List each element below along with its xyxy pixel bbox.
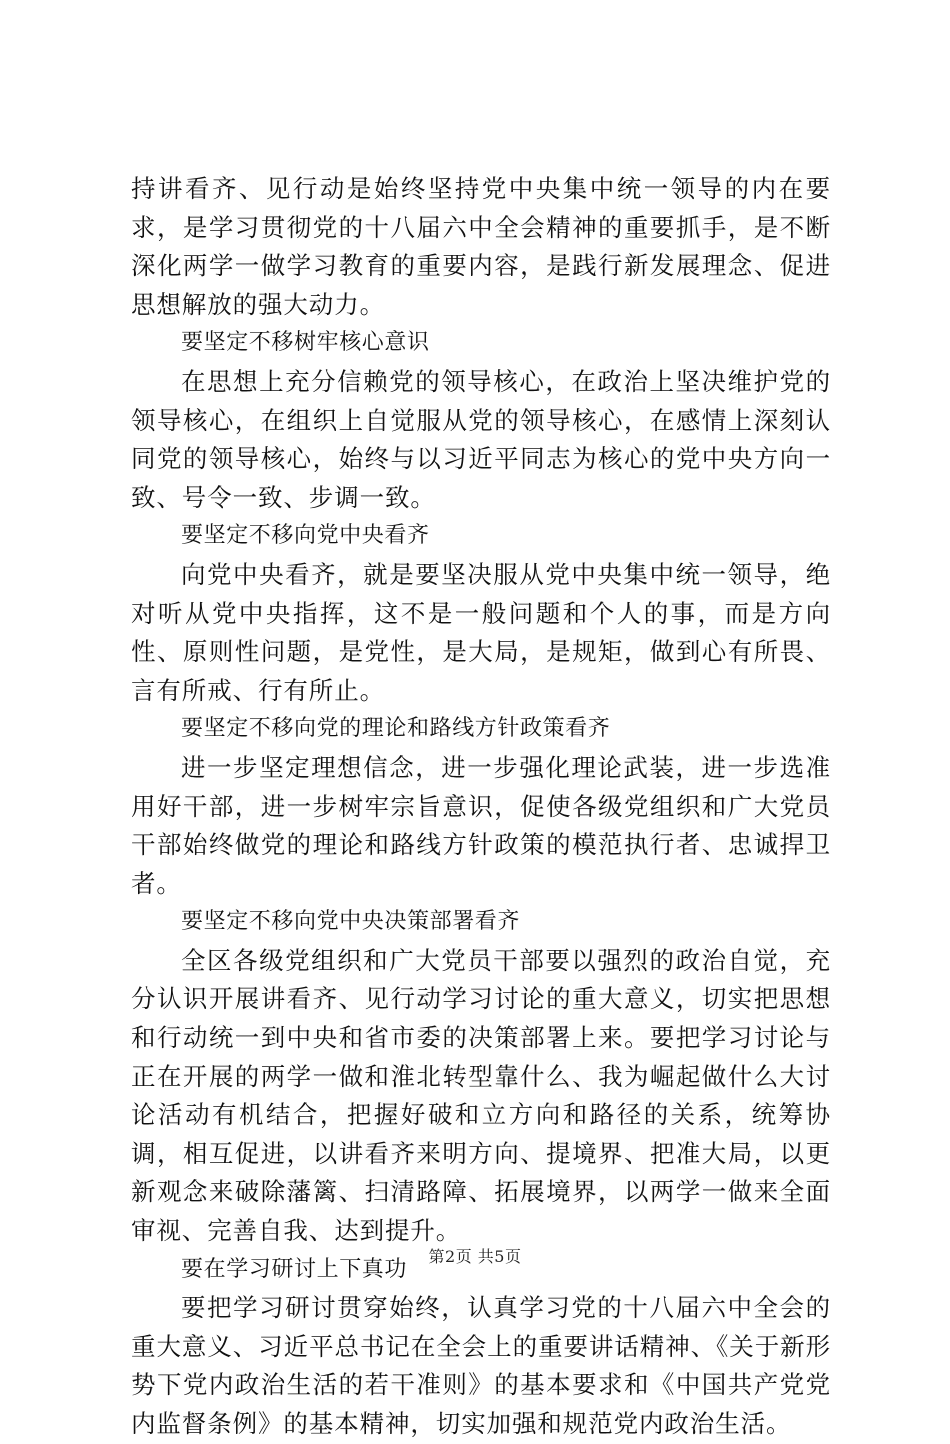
page-number-footer: 第2页 共5页	[428, 1247, 522, 1266]
paragraph: 全区各级党组织和广大党员干部要以强烈的政治自觉，充分认识开展讲看齐、见行动学习讨论的重大意义，切实把思想和行动统一到中央和省市委的决策部署上来。要把学习讨论与正在开展的两学一做和淮北转型靠什么、我为崛起做什么大讨论活动有机结合，把握好破和立方向和路径的关系，统筹协调，相互促进，以讲看齐来明方向、提境界、把准大局，以更新观念来破除藩篱、扫清路障、拓展境界，以两学一做来全面审视、完善自我、达到提升。	[131, 945, 831, 1246]
section-heading: 要坚定不移向党中央看齐	[181, 523, 430, 549]
section-heading: 要坚定不移向党的理论和路线方针政策看齐	[181, 716, 611, 742]
paragraph: 要把学习研讨贯穿始终，认真学习党的十八届六中全会的重大意义、习近平总书记在全会上的重要讲话精神、《关于新形势下党内政治生活的若干准则》的基本要求和《中国共产党党内监督条例》的基本精神，切实加强和规范党内政治生活。	[131, 1293, 831, 1438]
section-heading: 要在学习研讨上下真功	[181, 1256, 408, 1282]
paragraph: 持讲看齐、见行动是始终坚持党中央集中统一领导的内在要求，是学习贯彻党的十八届六中全会精神的重要抓手，是不断深化两学一做学习教育的重要内容，是践行新发展理念、促进思想解放的强大动力。	[131, 174, 831, 319]
section-heading: 要坚定不移向党中央决策部署看齐	[181, 909, 521, 935]
paragraph: 在思想上充分信赖党的领导核心，在政治上坚决维护党的领导核心，在组织上自觉服从党的领导核心，在感情上深刻认同党的领导核心，始终与以习近平同志为核心的党中央方向一致、号令一致、步调一致。	[131, 366, 831, 512]
paragraph: 进一步坚定理想信念，进一步强化理论武装，进一步选准用好干部，进一步树牢宗旨意识，促使各级党组织和广大党员干部始终做党的理论和路线方针政策的模范执行者、忠诚捍卫者。	[131, 752, 831, 898]
paragraph: 向党中央看齐，就是要坚决服从党中央集中统一领导，绝对听从党中央指挥，这不是一般问题和个人的事，而是方向性、原则性问题，是党性，是大局，是规矩，做到心有所畏、言有所戒、行有所止。	[131, 559, 831, 705]
section-heading: 要坚定不移树牢核心意识	[181, 330, 430, 356]
